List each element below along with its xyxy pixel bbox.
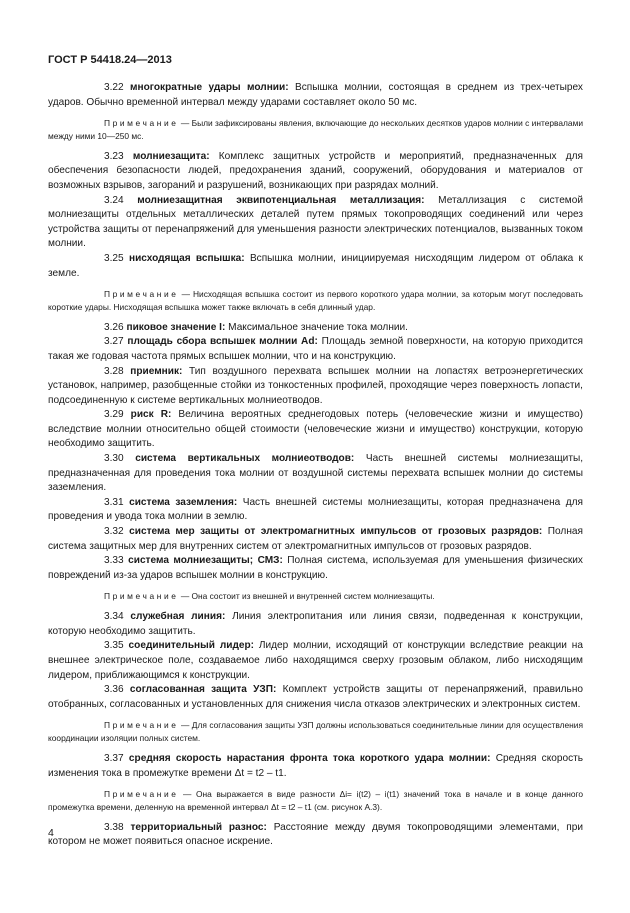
term: система молниезащиты; СМЗ: [128,555,283,567]
definition-3-30: 3.30 система вертикальных молниеотводов: Часть внешней системы молниезащиты, предназначенная для проведения тока молнии от воздушной системы перехвата вспышек молнии до системы заземления. [48,453,584,494]
term: приемник: [130,365,183,377]
term: молниезащитная эквипотенциальная металлизация: [137,194,425,206]
definition-3-22: 3.22 многократные удары молнии: Вспышка молнии, состоящая в среднем из трех-четырех ударов. Обычно временной интервал между ударами составляет около 50 мс. [48,82,583,108]
term: площадь сбора вспышек молнии Ad: [127,336,318,348]
definition-3-34: 3.34 служебная линия: Линия электропитания или линия связи, подведенная к конструкции, которую необходимо защитить. [48,611,583,637]
note: Примечание — Она состоит из внешней и внутренней систем молниезащиты. [104,591,435,602]
definition-3-31: 3.31 система заземления: Часть внешней системы молниезащиты, которая предназначена для проведения и увода тока молнии в землю. [48,496,583,523]
definition-3-27: 3.27 площадь сбора вспышек молнии Ad: Площадь земной поверхности, на которую приходится такая же годовая частота прямых вспышек молнии, что и на конструкцию. [48,336,583,362]
term: молниезащита: [132,150,210,162]
definition-3-33: 3.33 система молниезащиты; СМЗ: Полная система, используемая для уменьшения физических повреждений из-за ударов вспышек молнии в конструкцию. [48,555,583,581]
definition-3-35: 3.35 соединительный лидер: Лидер молнии, исходящий от конструкции вследствие реакции на внешнее электрическое поле, создаваемое либо находящимся сверху грозовым облаком, либо нисходящим лидером, приближающимся к конструкции. [48,640,583,681]
definition-3-36: 3.36 согласованная защита УЗП: Комплект устройств защиты от перенапряжений, правильно отобранных, согласованных и установленных для снижения числа отказов электрических и электронных систем. [48,684,584,710]
definition-3-32: 3.32 система мер защиты от электромагнитных импульсов от грозовых разрядов: Полная система защитных мер для внутренних систем от электромагнитных импульсов от грозовых разрядов. [48,526,583,552]
page-number: 4 [48,827,54,839]
definition-3-29: 3.29 риск R: Величина вероятных среднегодовых потерь (человеческие жизни и имущество) вследствие молнии относительно общей стоимости (человеческие жизни и имущество) конструкции, которую необходимо защитить. [48,409,584,450]
term: система заземления: [129,496,238,508]
term: система вертикальных молниеотводов: [135,453,355,465]
term: средняя скорость нарастания фронта тока короткого удара молнии: [128,752,491,764]
term: соединительный лидер: [128,640,255,652]
document-header: ГОСТ Р 54418.24—2013 [48,54,172,66]
note: Примечание — Для согласования защиты УЗП должны использоваться соединительные линии для осуществления координации изоляции полных систем. [48,720,584,744]
term: риск R: [130,409,172,421]
term: нисходящая вспышка: [128,252,245,264]
document-body [48,81,583,850]
term: система мер защиты от электромагнитных импульсов от грозовых разрядов: [129,526,543,538]
note: Примечание — Были зафиксированы явления, включающие до нескольких десятков ударов молнии с интервалами между ними 10—250 мс. [48,118,584,141]
term: пиковое значение I: [126,321,226,333]
term: территориальный разнос: [130,821,267,833]
definition-3-23: 3.23 молниезащита: Комплекс защитных устройств и мероприятий, предназначенных для обеспечения безопасности людей, предохранения зданий, сооружений, оборудования и материалов от возможных взрывов, загораний и разрушений, возникающих при разрядах молний. [48,150,583,191]
definition-3-28: 3.28 приемник: Тип воздушного перехвата вспышек молнии на лопастях ветроэнергетических установок, например, разобщенные стойки из тонкостенных профилей, проходящие через поверхность лопасти, подсоединенную к системе вертикальных молниеотводов. [48,365,584,406]
definition-3-38: 3.38 территориальный разнос: Расстояние между двумя токопроводящими элементами, при котором не может появиться опасное искрение. [48,821,583,848]
definition-3-25: 3.25 нисходящая вспышка: Вспышка молнии, инициируемая нисходящим лидером от облака к земле. [48,252,583,279]
definition-3-37: 3.37 средняя скорость нарастания фронта тока короткого удара молнии: Средняя скорость изменения тока в промежутке времени Δt = t2 – t1. [48,752,584,779]
term: согласованная защита УЗП: [129,684,277,696]
definition-3-24: 3.24 молниезащитная эквипотенциальная металлизация: Металлизация с системой молниезащиты отдельных металлических деталей путем прямых токопроводящих соединений или через устройства защиты от перенапряжений для уменьшения разности электрических потенциалов, вызванных током молнии. [48,194,583,250]
term: служебная линия: [130,611,226,623]
definition-3-26: 3.26 пиковое значение I: Максимальное значение тока молнии. [104,321,408,333]
note: Примечание — Нисходящая вспышка состоит из первого короткого удара молнии, за которым могут последовать короткие удары. Нисходящая вспышка может также включать в себя длинный удар. [48,289,583,312]
term: многократные удары молнии: [130,82,289,93]
note: Примечание — Она выражается в виде разности Δi= i(t2) – i(t1) значений тока в начале и в конце данного промежутка времени, деленную на временной интервал Δt = t2 – t1 (см. рисунок А.3). [48,789,584,812]
